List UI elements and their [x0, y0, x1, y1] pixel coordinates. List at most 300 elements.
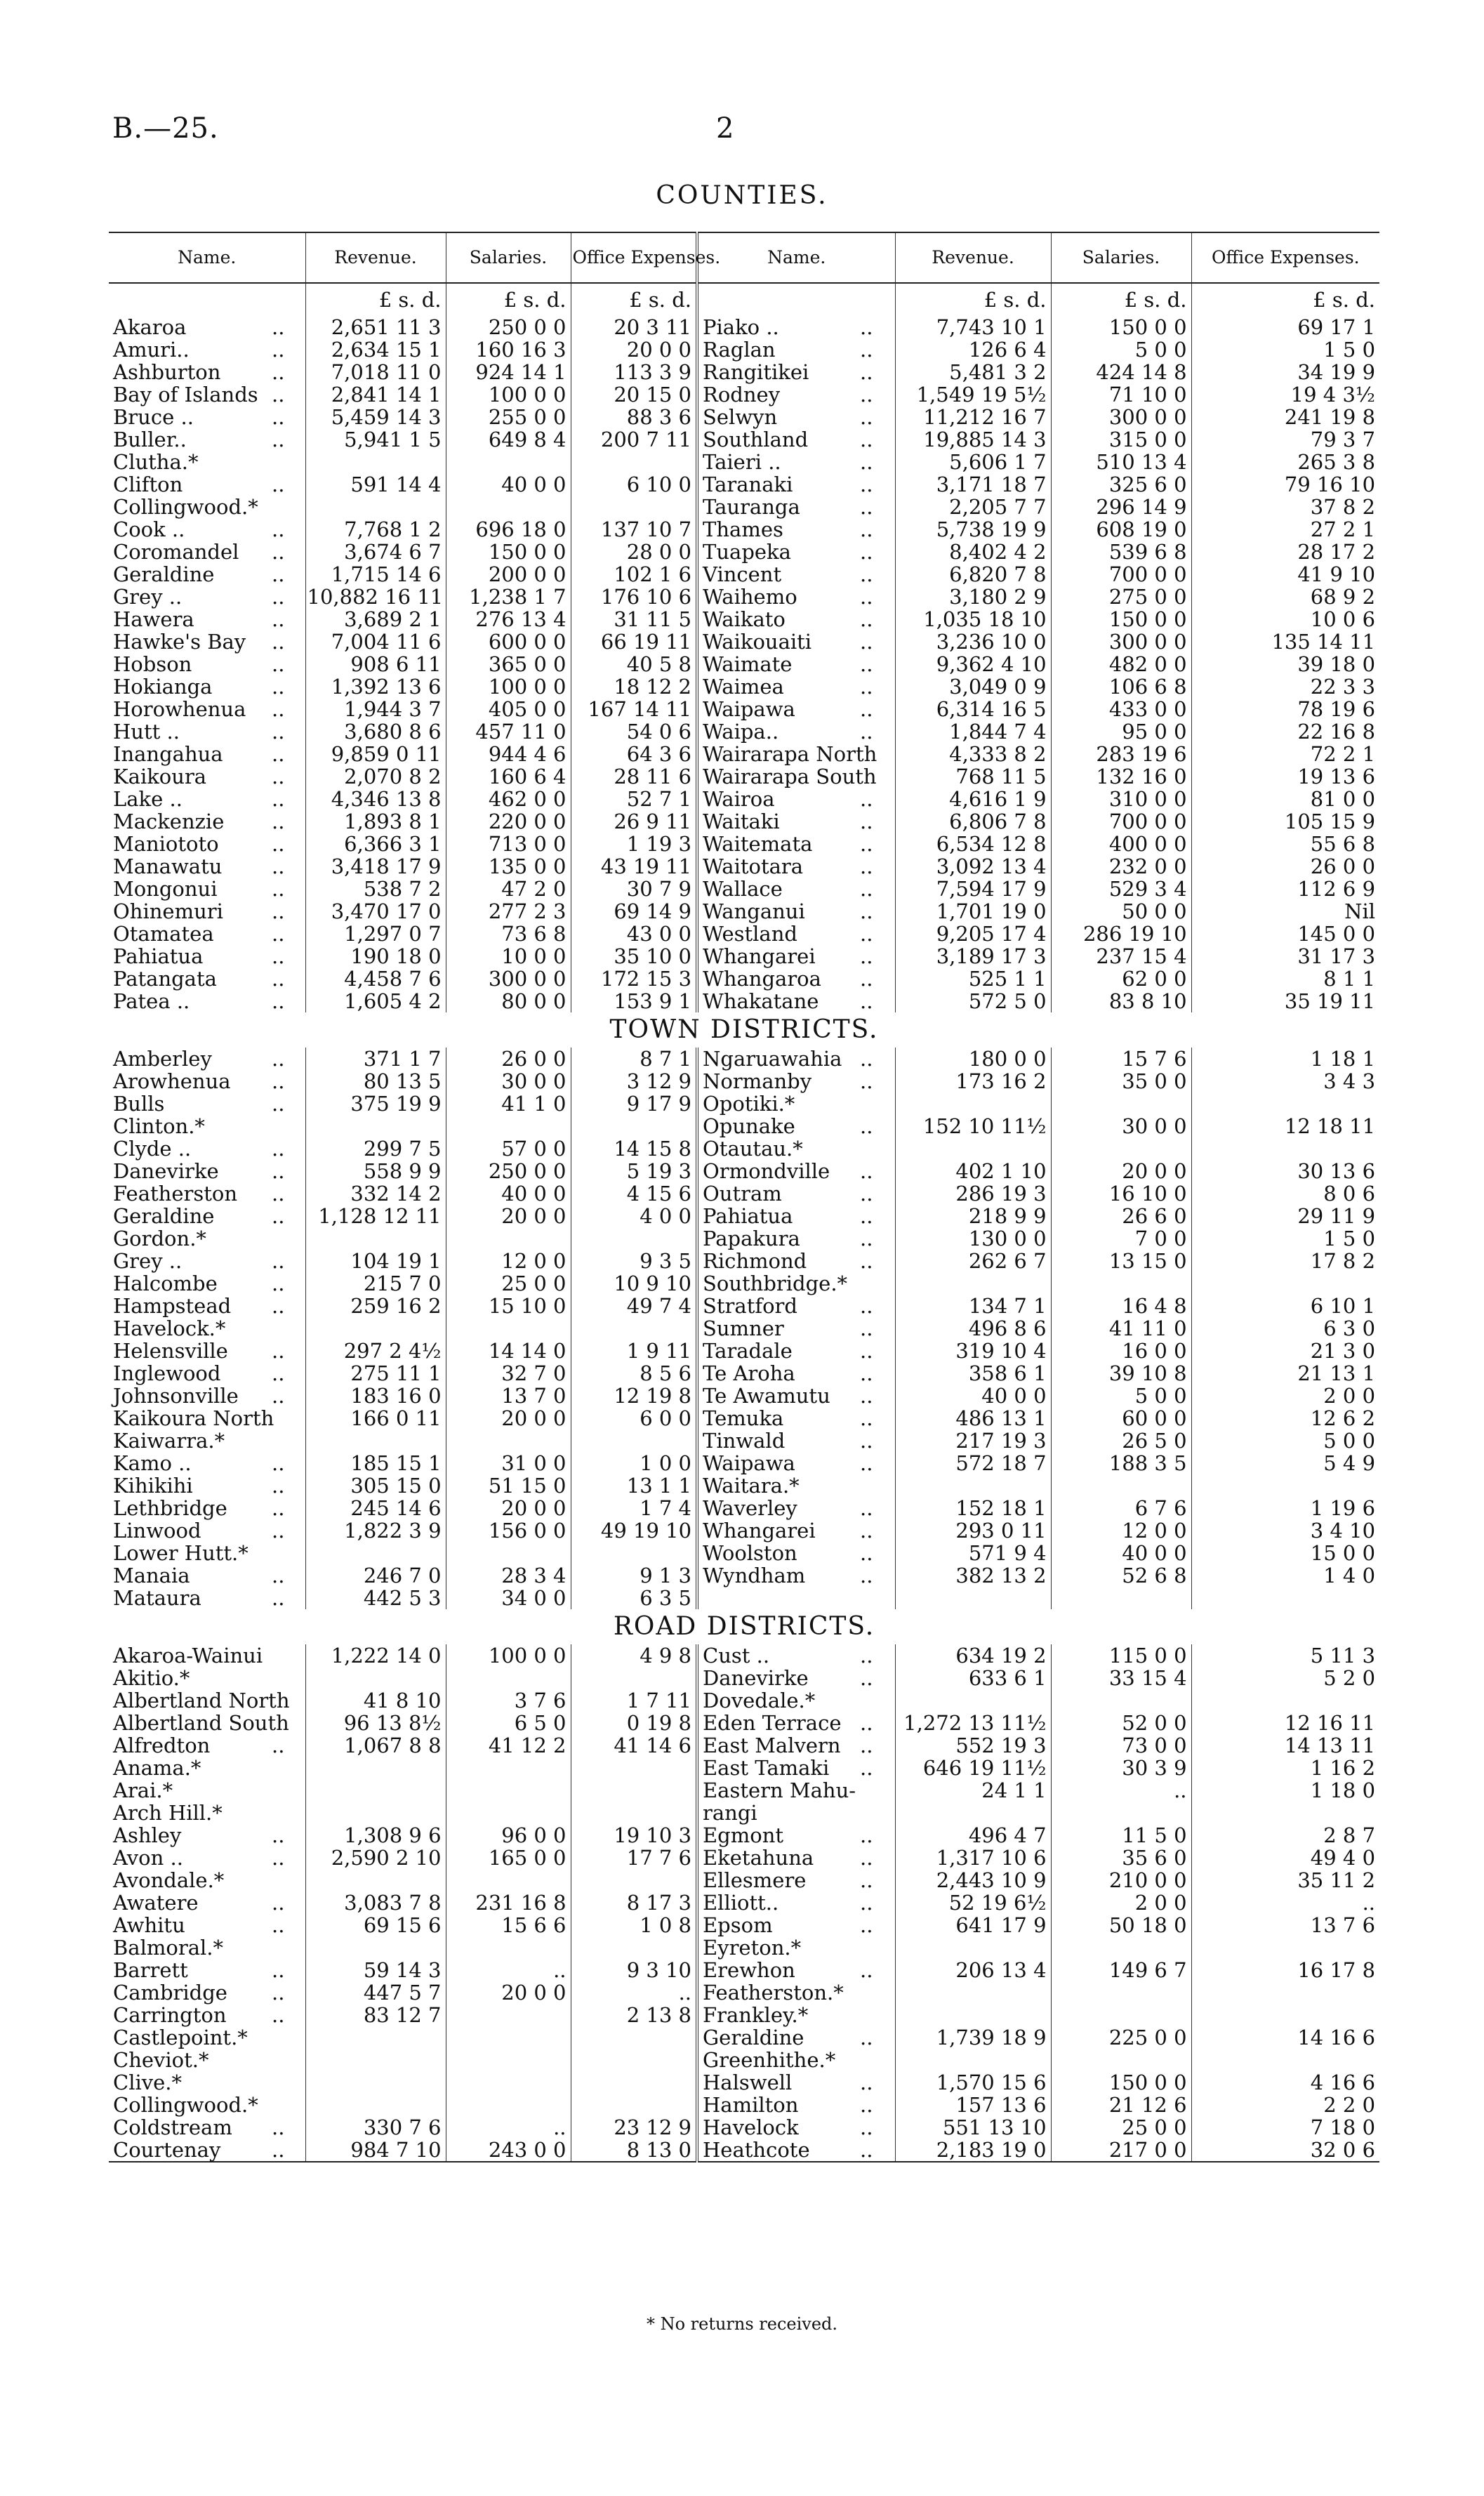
right-revenue: 3,092 13 4 — [895, 855, 1051, 878]
table-row — [109, 1115, 1379, 1137]
table-row — [109, 1452, 1379, 1474]
left-salaries: 300 0 0 — [446, 968, 571, 990]
table-row — [109, 900, 1379, 923]
left-salaries: 31 0 0 — [446, 1452, 571, 1474]
right-office-expenses: 26 0 0 — [1191, 855, 1379, 878]
left-office-expenses: 26 9 11 — [571, 810, 697, 833]
right-name: Southbridge.* — [697, 1272, 859, 1295]
document-reference: B.—25. — [112, 112, 219, 145]
right-name: Waipawa — [697, 698, 859, 720]
table-row — [109, 653, 1379, 675]
table-row — [109, 1587, 1379, 1609]
right-revenue: 8,402 4 2 — [895, 541, 1051, 563]
left-salaries: 255 0 0 — [446, 406, 571, 428]
right-office-expenses: Nil — [1191, 900, 1379, 923]
right-office-expenses: 1 4 0 — [1191, 1564, 1379, 1587]
left-office-expenses: 1 0 8 — [571, 1914, 697, 1936]
right-office-expenses — [1191, 1587, 1379, 1609]
left-revenue — [305, 1317, 446, 1340]
right-office-expenses: 22 3 3 — [1191, 675, 1379, 698]
left-dots — [270, 1317, 305, 1340]
left-salaries — [446, 2004, 571, 2026]
right-salaries: 275 0 0 — [1051, 586, 1191, 608]
right-salaries: 26 5 0 — [1051, 1429, 1191, 1452]
right-dots: .. — [860, 1069, 873, 1093]
table-row — [109, 743, 1379, 765]
right-office-expenses: 241 19 8 — [1191, 406, 1379, 428]
right-salaries: 7 0 0 — [1051, 1227, 1191, 1250]
table-row — [109, 338, 1379, 361]
right-dots — [859, 1092, 895, 1115]
left-revenue — [305, 1227, 446, 1250]
right-name: Dovedale.* — [697, 1689, 859, 1712]
left-dots: .. — [272, 1913, 285, 1937]
right-salaries — [1051, 1689, 1191, 1712]
right-office-expenses — [1191, 1137, 1379, 1160]
right-revenue: 319 10 4 — [895, 1340, 1051, 1362]
left-salaries: 80 0 0 — [446, 990, 571, 1012]
right-dots: .. — [860, 1644, 873, 1668]
right-office-expenses: 3 4 3 — [1191, 1070, 1379, 1092]
left-dots: .. — [272, 1981, 285, 2005]
left-revenue: 1,067 8 8 — [305, 1734, 446, 1757]
unit-label: £ s. d. — [446, 283, 571, 316]
left-name: Otamatea — [113, 922, 214, 946]
table-row — [109, 2094, 1379, 2116]
left-name: Albertland North — [113, 1689, 290, 1712]
left-office-expenses — [571, 1779, 697, 1802]
left-revenue: 984 7 10 — [305, 2139, 446, 2162]
left-salaries: 243 0 0 — [446, 2139, 571, 2162]
right-salaries: 50 18 0 — [1051, 1914, 1191, 1936]
right-salaries: 95 0 0 — [1051, 720, 1191, 743]
right-salaries: 225 0 0 — [1051, 2026, 1191, 2049]
right-dots: .. — [860, 585, 873, 609]
left-salaries: 40 0 0 — [446, 473, 571, 496]
right-salaries: 62 0 0 — [1051, 968, 1191, 990]
left-revenue: 558 9 9 — [305, 1160, 446, 1182]
left-dots: .. — [272, 1272, 285, 1295]
table-row — [109, 1295, 1379, 1317]
right-office-expenses — [1191, 1802, 1379, 1824]
right-dots: .. — [860, 922, 873, 946]
left-revenue: 10,882 16 11 — [305, 586, 446, 608]
left-name: Patangata — [113, 967, 217, 991]
left-salaries: 457 11 0 — [446, 720, 571, 743]
right-dots: .. — [860, 1846, 873, 1870]
table-row — [109, 1137, 1379, 1160]
left-office-expenses: 153 9 1 — [571, 990, 697, 1012]
left-revenue: 447 5 7 — [305, 1981, 446, 2004]
left-revenue — [305, 1542, 446, 1564]
col-header-office-left: Office Expenses. — [571, 232, 697, 283]
left-revenue: 591 14 4 — [305, 473, 446, 496]
left-office-expenses: 41 14 6 — [571, 1734, 697, 1757]
table-row — [109, 383, 1379, 406]
left-dots: .. — [272, 810, 285, 833]
left-name: Clinton.* — [113, 1114, 205, 1138]
left-revenue: 83 12 7 — [305, 2004, 446, 2026]
left-revenue: 1,944 3 7 — [305, 698, 446, 720]
right-name: Whangarei — [697, 945, 859, 968]
right-salaries: 11 5 0 — [1051, 1824, 1191, 1847]
table-row — [109, 1362, 1379, 1385]
right-salaries: 5 0 0 — [1051, 338, 1191, 361]
left-dots: .. — [272, 473, 285, 496]
right-revenue: 9,205 17 4 — [895, 923, 1051, 945]
left-dots: .. — [272, 832, 285, 856]
left-dots: .. — [272, 315, 285, 339]
right-name: Wairarapa North — [697, 743, 859, 765]
left-dots: .. — [272, 1137, 285, 1161]
left-dots: .. — [272, 1361, 285, 1385]
left-dots: .. — [272, 720, 285, 744]
right-salaries: 40 0 0 — [1051, 1542, 1191, 1564]
right-salaries: 60 0 0 — [1051, 1407, 1191, 1429]
right-name: Waitaki — [697, 810, 859, 833]
right-revenue: 4,333 8 2 — [895, 743, 1051, 765]
left-salaries: 10 0 0 — [446, 945, 571, 968]
left-salaries: 649 8 4 — [446, 428, 571, 451]
left-salaries — [446, 496, 571, 518]
right-salaries: 6 7 6 — [1051, 1497, 1191, 1519]
right-revenue: 126 6 4 — [895, 338, 1051, 361]
left-office-expenses: 20 0 0 — [571, 338, 697, 361]
left-office-expenses — [571, 1542, 697, 1564]
table-row — [109, 1779, 1379, 1802]
left-name: Hawke's Bay — [113, 630, 246, 654]
left-revenue — [305, 1936, 446, 1959]
left-revenue: 5,941 1 5 — [305, 428, 446, 451]
right-salaries: 73 0 0 — [1051, 1734, 1191, 1757]
table-row — [109, 1407, 1379, 1429]
table-row — [109, 698, 1379, 720]
right-salaries: 300 0 0 — [1051, 630, 1191, 653]
left-office-expenses: 6 3 5 — [571, 1587, 697, 1609]
left-salaries: 47 2 0 — [446, 878, 571, 900]
table-row — [109, 1070, 1379, 1092]
left-dots: .. — [272, 2115, 285, 2139]
right-revenue: 3,049 0 9 — [895, 675, 1051, 698]
col-header-salaries-left: Salaries. — [446, 232, 571, 283]
right-revenue: 217 19 3 — [895, 1429, 1051, 1452]
right-salaries — [1051, 1981, 1191, 2004]
right-salaries: 20 0 0 — [1051, 1160, 1191, 1182]
right-office-expenses: 2 2 0 — [1191, 2094, 1379, 2116]
left-dots: .. — [272, 1182, 285, 1206]
right-dots: .. — [860, 1204, 873, 1228]
left-dots: .. — [272, 630, 285, 654]
right-revenue — [895, 1981, 1051, 2004]
right-revenue: 19,885 14 3 — [895, 428, 1051, 451]
right-name: Featherston.* — [697, 1981, 859, 2004]
left-revenue: 3,674 6 7 — [305, 541, 446, 563]
right-revenue: 1,739 18 9 — [895, 2026, 1051, 2049]
left-office-expenses: 6 10 0 — [571, 473, 697, 496]
left-name: Cheviot.* — [113, 2048, 209, 2072]
right-revenue: 11,212 16 7 — [895, 406, 1051, 428]
right-name: Ngaruawahia — [697, 1048, 859, 1070]
table-row — [109, 1802, 1379, 1824]
left-salaries: 41 12 2 — [446, 1734, 571, 1757]
right-office-expenses — [1191, 1092, 1379, 1115]
right-salaries: 12 0 0 — [1051, 1519, 1191, 1542]
right-name: Waipawa — [697, 1452, 859, 1474]
left-name: Manawatu — [113, 854, 223, 878]
left-revenue — [305, 1802, 446, 1824]
right-name: Wallace — [697, 878, 859, 900]
right-revenue: 1,035 18 10 — [895, 608, 1051, 630]
right-revenue — [895, 1689, 1051, 1712]
left-salaries: 13 7 0 — [446, 1385, 571, 1407]
right-name: Eketahuna — [697, 1847, 859, 1869]
left-office-expenses: 43 0 0 — [571, 923, 697, 945]
right-office-expenses — [1191, 1936, 1379, 1959]
right-revenue: 571 9 4 — [895, 1542, 1051, 1564]
left-salaries — [446, 2094, 571, 2116]
left-revenue: 2,651 11 3 — [305, 316, 446, 338]
left-revenue: 1,715 14 6 — [305, 563, 446, 586]
right-salaries: 30 0 0 — [1051, 1115, 1191, 1137]
right-name: Richmond — [697, 1250, 859, 1272]
left-office-expenses: 31 11 5 — [571, 608, 697, 630]
left-revenue: 9,859 0 11 — [305, 743, 446, 765]
right-dots: .. — [860, 652, 873, 676]
left-dots: .. — [272, 765, 285, 788]
right-dots: .. — [860, 360, 873, 384]
right-name: Waimate — [697, 653, 859, 675]
right-dots: .. — [860, 877, 873, 901]
left-dots: .. — [272, 338, 285, 362]
left-salaries: 160 6 4 — [446, 765, 571, 788]
left-dots — [270, 1779, 305, 1802]
right-dots: .. — [860, 1913, 873, 1937]
left-dots: .. — [272, 517, 285, 541]
right-office-expenses — [1191, 1981, 1379, 2004]
right-salaries: 608 19 0 — [1051, 518, 1191, 541]
right-name: Te Awamutu — [697, 1385, 859, 1407]
right-name: Heathcote — [697, 2139, 859, 2162]
left-office-expenses: 176 10 6 — [571, 586, 697, 608]
left-dots: .. — [272, 1047, 285, 1071]
right-revenue: 768 11 5 — [895, 765, 1051, 788]
left-office-expenses: 4 0 0 — [571, 1205, 697, 1227]
left-office-expenses: 1 7 11 — [571, 1689, 697, 1712]
left-office-expenses: 28 0 0 — [571, 541, 697, 563]
right-revenue — [895, 2049, 1051, 2071]
left-office-expenses — [571, 1936, 697, 1959]
left-name: Amuri.. — [113, 338, 190, 362]
right-salaries: 132 16 0 — [1051, 765, 1191, 788]
footnote: * No returns received. — [646, 2314, 838, 2334]
left-dots: .. — [272, 742, 285, 766]
right-dots: .. — [860, 697, 873, 721]
right-dots: .. — [860, 1756, 873, 1780]
right-name: Taradale — [697, 1340, 859, 1362]
right-office-expenses: 21 3 0 — [1191, 1340, 1379, 1362]
right-dots — [859, 1272, 895, 1295]
left-office-expenses: 9 1 3 — [571, 1564, 697, 1587]
left-revenue: 1,893 8 1 — [305, 810, 446, 833]
right-revenue: 3,189 17 3 — [895, 945, 1051, 968]
left-name: Johnsonville — [113, 1384, 239, 1408]
left-salaries — [446, 1317, 571, 1340]
right-dots: .. — [860, 1711, 873, 1735]
left-salaries: 15 10 0 — [446, 1295, 571, 1317]
right-revenue: 496 8 6 — [895, 1317, 1051, 1340]
right-revenue — [895, 1802, 1051, 1824]
right-revenue: 293 0 11 — [895, 1519, 1051, 1542]
left-office-expenses — [571, 1317, 697, 1340]
right-revenue: 3,180 2 9 — [895, 586, 1051, 608]
left-name: Mackenzie — [113, 810, 225, 833]
right-office-expenses: 5 11 3 — [1191, 1644, 1379, 1667]
right-dots: .. — [860, 1339, 873, 1363]
right-salaries — [1051, 2049, 1191, 2071]
left-dots: .. — [272, 607, 285, 631]
right-office-expenses: 21 13 1 — [1191, 1362, 1379, 1385]
table-row — [109, 1497, 1379, 1519]
right-salaries — [1051, 1936, 1191, 1959]
right-office-expenses: 12 16 11 — [1191, 1712, 1379, 1734]
right-name: Opotiki.* — [697, 1092, 859, 1115]
right-revenue: 2,183 19 0 — [895, 2139, 1051, 2162]
table-header-row — [109, 232, 1379, 283]
right-dots: .. — [860, 1294, 873, 1318]
right-name: Sumner — [697, 1317, 859, 1340]
right-dots: .. — [860, 428, 873, 451]
right-revenue: 52 19 6½ — [895, 1891, 1051, 1914]
table-row — [109, 2026, 1379, 2049]
right-name: Raglan — [697, 338, 859, 361]
left-dots — [270, 2071, 305, 2094]
left-dots: .. — [272, 1496, 285, 1520]
right-revenue: 3,236 10 0 — [895, 630, 1051, 653]
left-name: Buller.. — [113, 428, 187, 451]
left-revenue: 1,222 14 0 — [305, 1644, 446, 1667]
left-name: Ashburton — [113, 360, 221, 384]
right-dots: .. — [860, 1519, 873, 1543]
right-name: Piako .. — [697, 316, 859, 338]
right-dots: .. — [860, 1384, 873, 1408]
right-revenue: 6,806 7 8 — [895, 810, 1051, 833]
left-revenue: 166 0 11 — [305, 1407, 446, 1429]
left-salaries — [446, 1542, 571, 1564]
left-name: Arch Hill.* — [113, 1801, 223, 1825]
right-revenue: 1,570 15 6 — [895, 2071, 1051, 2094]
right-office-expenses: 81 0 0 — [1191, 788, 1379, 810]
left-revenue: 7,004 11 6 — [305, 630, 446, 653]
right-dots: .. — [860, 810, 873, 833]
right-dots — [859, 2049, 895, 2071]
left-dots: .. — [272, 1734, 285, 1757]
right-office-expenses: 2 0 0 — [1191, 1385, 1379, 1407]
left-name: Avondale.* — [113, 1868, 225, 1892]
left-office-expenses: 88 3 6 — [571, 406, 697, 428]
right-office-expenses: 16 17 8 — [1191, 1959, 1379, 1981]
left-revenue — [305, 1115, 446, 1137]
left-dots: .. — [272, 652, 285, 676]
table-row — [109, 1689, 1379, 1712]
right-dots: .. — [860, 562, 873, 586]
right-name: Rodney — [697, 383, 859, 406]
units-row — [109, 283, 1379, 316]
left-dots — [270, 496, 305, 518]
left-revenue: 2,634 15 1 — [305, 338, 446, 361]
right-office-expenses: 32 0 6 — [1191, 2139, 1379, 2162]
right-revenue: 5,481 3 2 — [895, 361, 1051, 383]
left-office-expenses: 64 3 6 — [571, 743, 697, 765]
left-salaries: 28 3 4 — [446, 1564, 571, 1587]
right-name: Papakura — [697, 1227, 859, 1250]
right-revenue: 402 1 10 — [895, 1160, 1051, 1182]
left-revenue: 371 1 7 — [305, 1048, 446, 1070]
left-name: Patea .. — [113, 989, 190, 1013]
left-salaries: 135 0 0 — [446, 855, 571, 878]
left-revenue: 330 7 6 — [305, 2116, 446, 2139]
right-revenue: 40 0 0 — [895, 1385, 1051, 1407]
left-name: Hampstead — [113, 1294, 232, 1318]
right-office-expenses: 2 8 7 — [1191, 1824, 1379, 1847]
right-revenue: 552 19 3 — [895, 1734, 1051, 1757]
left-name: Akitio.* — [113, 1666, 190, 1690]
right-revenue: 24 1 1 — [895, 1779, 1051, 1802]
left-dots: .. — [272, 1159, 285, 1183]
right-name: Eastern Mahu- — [697, 1779, 859, 1802]
right-name: Otautau.* — [697, 1137, 859, 1160]
left-dots — [270, 451, 305, 473]
left-name: Amberley — [113, 1047, 212, 1071]
right-name: Taieri .. — [697, 451, 859, 473]
left-name: Barrett — [113, 1958, 188, 1982]
right-name: Tinwald — [697, 1429, 859, 1452]
left-office-expenses: 28 11 6 — [571, 765, 697, 788]
left-office-expenses: 18 12 2 — [571, 675, 697, 698]
left-name: Mataura — [113, 1586, 201, 1610]
left-revenue: 305 15 0 — [305, 1474, 446, 1497]
left-name: Arai.* — [113, 1778, 173, 1802]
left-dots: .. — [272, 1069, 285, 1093]
left-office-expenses: 23 12 9 — [571, 2116, 697, 2139]
left-salaries: 156 0 0 — [446, 1519, 571, 1542]
left-dots: .. — [272, 405, 285, 429]
col-header-name-right: Name. — [697, 232, 895, 283]
right-revenue: 6,820 7 8 — [895, 563, 1051, 586]
right-revenue: 286 19 3 — [895, 1182, 1051, 1205]
right-revenue — [895, 2004, 1051, 2026]
left-dots — [270, 1407, 305, 1429]
table-row — [109, 945, 1379, 968]
left-name: Danevirke — [113, 1159, 219, 1183]
unit-label: £ s. d. — [1051, 283, 1191, 316]
right-dots: .. — [860, 899, 873, 923]
table-row — [109, 1340, 1379, 1362]
right-revenue: 262 6 7 — [895, 1250, 1051, 1272]
left-name: Helensville — [113, 1339, 228, 1363]
right-name: Pahiatua — [697, 1205, 859, 1227]
table-row — [109, 1385, 1379, 1407]
right-revenue: 646 19 11½ — [895, 1757, 1051, 1779]
left-name: Collingwood.* — [113, 495, 258, 519]
right-revenue: 572 5 0 — [895, 990, 1051, 1012]
left-name: Lower Hutt.* — [113, 1541, 249, 1565]
right-dots: .. — [860, 495, 873, 519]
left-name: Kaikoura North — [113, 1406, 274, 1430]
left-dots: .. — [272, 1092, 285, 1116]
right-office-expenses: 12 6 2 — [1191, 1407, 1379, 1429]
right-dots: .. — [860, 989, 873, 1013]
right-dots: .. — [860, 1823, 873, 1847]
